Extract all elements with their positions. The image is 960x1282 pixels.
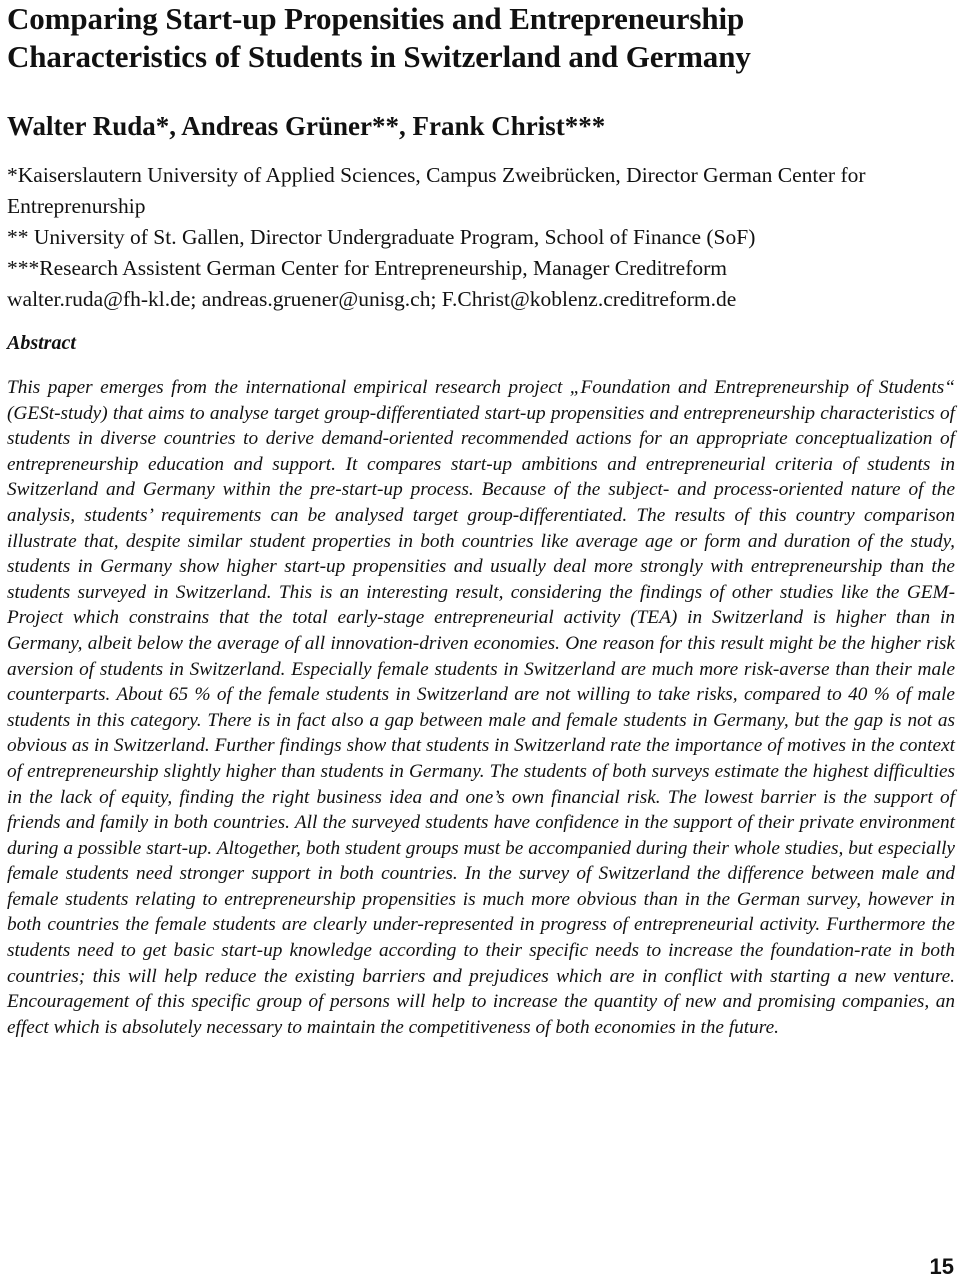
affiliation-st-gallen: ** University of St. Gallen, Director Undergraduate Program, School of Finance (SoF) <box>7 225 756 249</box>
affiliation-block <box>7 160 955 315</box>
abstract-heading: Abstract <box>7 332 76 354</box>
paper-page <box>7 0 955 1040</box>
paper-title: Comparing Start-up Propensities and Entrepreneurship Characteristics of Students in Switzerland and Germany <box>7 1 751 74</box>
author-emails: walter.ruda@fh-kl.de; andreas.gruener@unisg.ch; F.Christ@koblenz.creditreform.de <box>7 287 737 311</box>
abstract-text: This paper emerges from the international empirical research project „Foundation and Entrepreneurship of Students“ (GESt-study) that aims to analyse target group-differentiated start-up propensities and entrepreneurship characteristics of students in diverse countries to derive demand-oriented recommended actions for an appropriate conceptualization of entrepreneurship education and support. It compares start-up ambitions and entrepreneurial criteria of students in Switzerland and Germany within the pre-start-up process. Because of the subject- and process-oriented nature of the analysis, students’ requirements can be analysed target group-differentiated. The results of this country comparison illustrate that, despite similar student properties in both countries like average age or form and duration of the study, students in Germany show higher start-up propensities and usually deal more strongly with entrepreneurship than the students surveyed in Switzerland. This is an interesting result, considering the findings of other studies like the GEM-Project which constrains that the total early-stage entrepreneurial activity (TEA) in Switzerland is higher than in Germany, albeit below the average of all innovation-driven economies. One reason for this result might be the higher risk aversion of students in Switzerland. Especially female students in Switzerland are much more risk-averse than their male counterparts. About 65 % of the female students in Switzerland are not willing to take risks, compared to 40 % of male students in this category. There is in fact also a gap between male and female students in Germany, but the gap is not as obvious as in Switzerland. Further findings show that students in Switzerland rate the importance of motives in the context of entrepreneurship slightly higher than students in Germany. The students of both surveys estimate the highest difficulties in the lack of equity, finding the right business idea and one’s own financial risk. The lowest barrier is the support of friends and family in both countries. All the surveyed students have confidence in the support of their private environment during a possible start-up. Altogether, both student groups must be accompanied during their whole studies, but especially female students need stronger support in both countries. In the survey of Switzerland the difference between male and female students relating to entrepreneurship propensities is much more obvious than in the German survey, however in both countries the female students are clearly under-represented in progress of entrepreneurial activity. Furthermore the students need to get basic start-up knowledge according to their specific needs to increase the foundation-rate in both countries; this will help reduce the existing barriers and prejudices which are in conflict with starting a new venture. Encouragement of this specific group of persons will help to increase the quantity of new and promising companies, an effect which is absolutely necessary to maintain the competitiveness of both economies in the future. <box>7 377 955 1038</box>
author-list: Walter Ruda*, Andreas Grüner**, Frank Christ*** <box>7 111 606 141</box>
affiliation-creditreform: ***Research Assistent German Center for Entrepreneurship, Manager Creditreform <box>7 256 728 280</box>
page-number: 15 <box>929 1254 954 1279</box>
affiliation-kaiserslautern: *Kaiserslautern University of Applied Sciences, Campus Zweibrücken, Director German Center for Entreprenurship <box>7 163 866 218</box>
